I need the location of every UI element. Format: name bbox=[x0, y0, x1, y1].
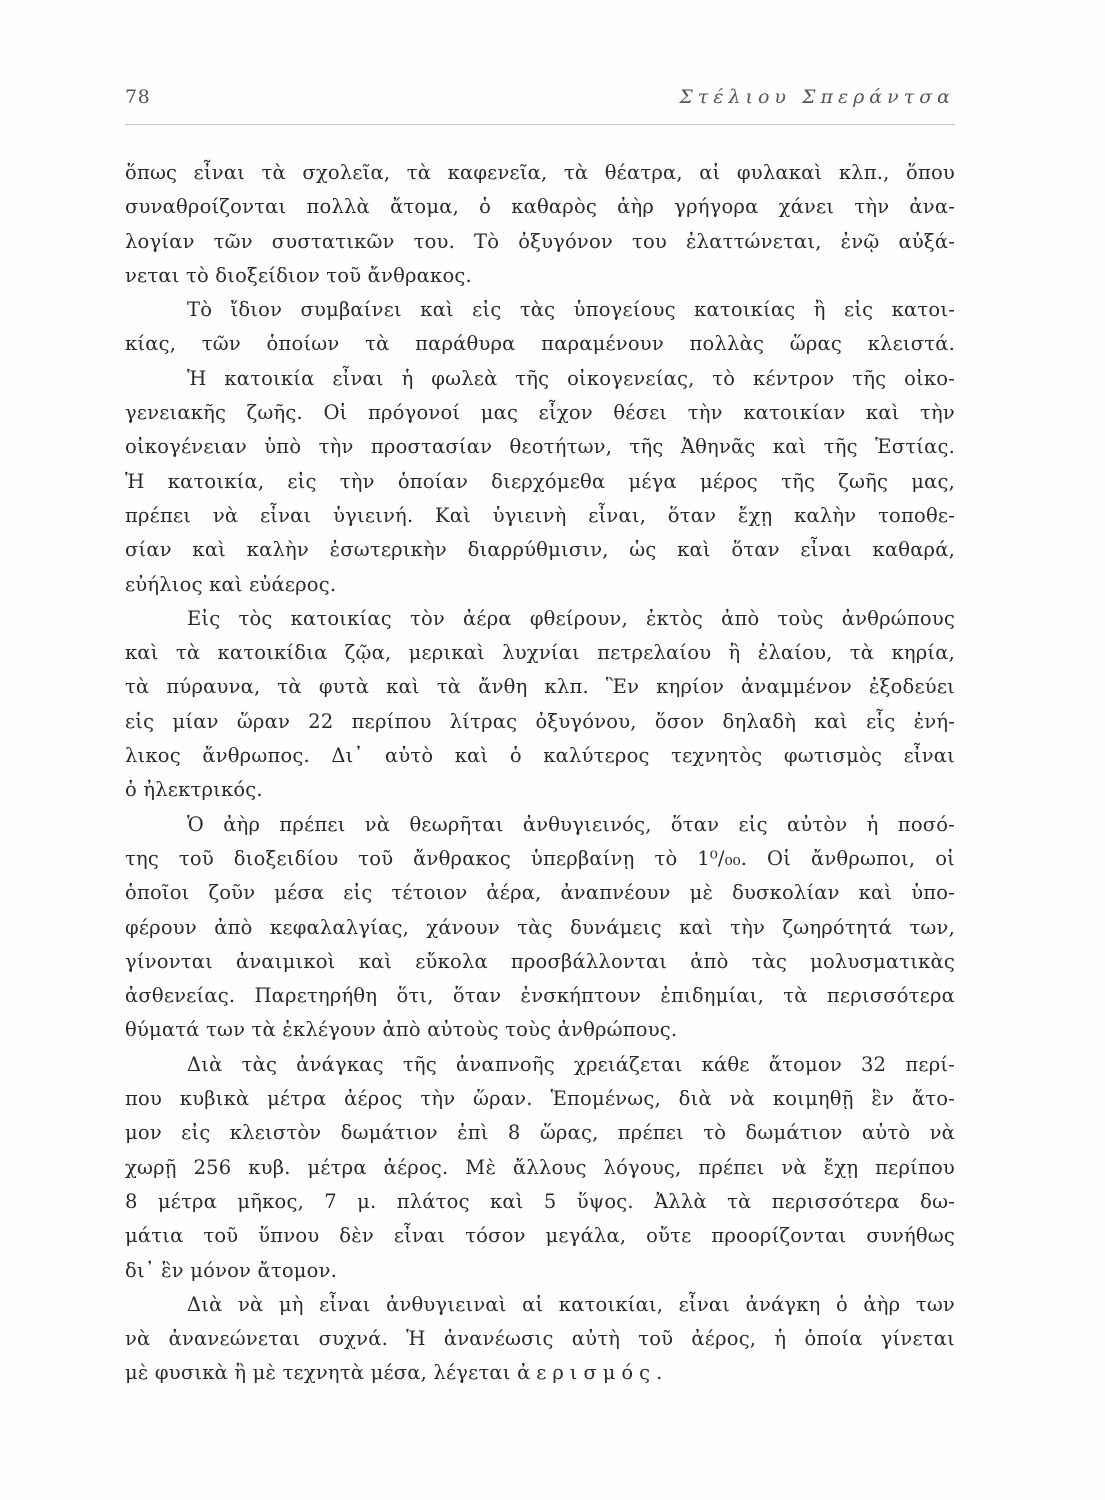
text-line: ὁποῖοι ζοῦν μέσα εἰς τέτοιον ἀέρα, ἀναπνέουν μὲ δυσκολίαν καὶ ὑπο- bbox=[125, 881, 955, 905]
text-line: νὰ ἀνανεώνεται συχνά. Ἡ ἀνανέωσις αὐτὴ τοῦ ἀέρος, ἡ ὁποία γίνεται bbox=[125, 1327, 955, 1351]
text-line: θύματά των τὰ ἐκλέγουν ἀπὸ αὐτοὺς τοὺς ἀνθρώπους. bbox=[125, 1018, 678, 1042]
text-line: Διὰ νὰ μὴ εἶναι ἀνθυγιειναὶ αἱ κατοικίαι, εἶναι ἀνάγκη ὁ ἀὴρ των bbox=[187, 1292, 955, 1316]
text-line: Ὁ ἀὴρ πρέπει νὰ θεωρῆται ἀνθυγιεινός, ὅταν εἰς αὐτὸν ἡ ποσό- bbox=[187, 812, 955, 836]
text-line: 8 μέτρα μῆκος, 7 μ. πλάτος καὶ 5 ὕψος. Ἀλλὰ τὰ περισσότερα δω- bbox=[125, 1189, 955, 1213]
running-title: Στέλιου Σπεράντσα bbox=[679, 86, 955, 108]
text-line: ὅπως εἶναι τὰ σχολεῖα, τὰ καφενεῖα, τὰ θέατρα, αἱ φυλακαὶ κλπ., ὅπου bbox=[125, 161, 955, 184]
final-line-lead: μὲ φυσικὰ ἢ μὲ τεχνητὰ μέσα, λέγεται bbox=[125, 1361, 511, 1385]
header-rule bbox=[125, 124, 955, 125]
text-line: που κυβικὰ μέτρα ἀέρος τὴν ὥραν. Ἑπομένως, διὰ νὰ κοιμηθῇ ἓν ἄτο- bbox=[125, 1087, 955, 1111]
text-line: μάτια τοῦ ὕπνου δὲν εἶναι τόσον μεγάλα, οὔτε προορίζονται συνήθως bbox=[125, 1224, 955, 1248]
text-line: Διὰ τὰς ἀνάγκας τῆς ἀναπνοῆς χρειάζεται κάθε ἄτομον 32 περί- bbox=[187, 1052, 955, 1076]
text-line: γενειακῆς ζωῆς. Οἱ πρόγονοί μας εἶχον θέσει τὴν κατοικίαν καὶ τὴν bbox=[125, 401, 955, 425]
body-text bbox=[125, 156, 955, 1391]
text-line: λογίαν τῶν συστατικῶν του. Τὸ ὀξυγόνον του ἐλαττώνεται, ἐνῷ αὐξά- bbox=[125, 229, 955, 253]
running-head bbox=[125, 86, 955, 116]
text-line: Εἰς τὸς κατοικίας τὸν ἀέρα φθείρουν, ἐκτὸς ἀπὸ τοὺς ἀνθρώπους bbox=[187, 606, 955, 630]
text-line: τὰ πύραυνα, τὰ φυτὰ καὶ τὰ ἄνθη κλπ. Ἓν κηρίον ἀναμμένον ἐξοδεύει bbox=[125, 675, 955, 699]
text-line: χωρῇ 256 κυβ. μέτρα ἀέρος. Μὲ ἄλλους λόγους, πρέπει νὰ ἔχῃ περίπου bbox=[125, 1155, 955, 1179]
text-line: Ἡ κατοικία, εἰς τὴν ὁποίαν διερχόμεθα μέγα μέρος τῆς ζωῆς μας, bbox=[125, 469, 955, 493]
text-line: Τὸ ἴδιον συμβαίνει καὶ εἰς τὰς ὑπογείους κατοικίας ἢ εἰς κατοι- bbox=[187, 298, 955, 322]
text-line: γίνονται ἀναιμικοὶ καὶ εὔκολα προσβάλλονται ἀπὸ τὰς μολυσματικὰς bbox=[125, 949, 955, 973]
text-line: συναθροίζονται πολλὰ ἄτομα, ὁ καθαρὸς ἀὴρ γρήγορα χάνει τὴν ἀνα- bbox=[125, 195, 955, 219]
spaced-term: ἀερισμός. bbox=[517, 1361, 669, 1385]
text-line: εὐήλιος καὶ εὐάερος. bbox=[125, 572, 337, 596]
text-line: πρέπει νὰ εἶναι ὑγιεινή. Καὶ ὑγιεινὴ εἶναι, ὅταν ἔχῃ καλὴν τοποθε- bbox=[125, 503, 955, 527]
text-line: της τοῦ διοξειδίου τοῦ ἄνθρακος ὑπερβαίνῃ τὸ 1⁰/₀₀. Οἱ ἄνθρωποι, οἱ bbox=[125, 846, 955, 870]
text-line: δι᾽ ἓν μόνον ἄτομον. bbox=[125, 1258, 338, 1282]
text-line: σίαν καὶ καλὴν ἐσωτερικὴν διαρρύθμισιν, ὡς καὶ ὅταν εἶναι καθαρά, bbox=[125, 538, 955, 562]
text-line: ἀσθενείας. Παρετηρήθη ὅτι, ὅταν ἐνσκήπτουν ἐπιδημίαι, τὰ περισσότερα bbox=[125, 984, 955, 1008]
text-line: ὁ ἠλεκτρικός. bbox=[125, 778, 263, 802]
text-line: λικος ἄνθρωπος. Δι᾽ αὐτὸ καὶ ὁ καλύτερος τεχνητὸς φωτισμὸς εἶναι bbox=[125, 744, 955, 768]
text-line: μον εἰς κλειστὸν δωμάτιον ἐπὶ 8 ὥρας, πρέπει τὸ δωμάτιον αὐτὸ νὰ bbox=[125, 1121, 955, 1145]
text-line: φέρουν ἀπὸ κεφαλαλγίας, χάνουν τὰς δυνάμεις καὶ τὴν ζωηρότητά των, bbox=[125, 915, 955, 939]
text-line: καὶ τὰ κατοικίδια ζῷα, μερικαὶ λυχνίαι πετρελαίου ἢ ἐλαίου, τὰ κηρία, bbox=[125, 641, 955, 665]
text-line: νεται τὸ διοξείδιον τοῦ ἄνθρακος. bbox=[125, 263, 472, 287]
text-line-final bbox=[125, 1356, 955, 1390]
text-line: εἰς μίαν ὥραν 22 περίπου λίτρας ὀξυγόνου, ὅσον δηλαδὴ καὶ εἷς ἐνή- bbox=[125, 709, 955, 733]
page-number: 78 bbox=[125, 86, 151, 108]
text-line: οἰκογένειαν ὑπὸ τὴν προστασίαν θεοτήτων, τῆς Ἀθηνᾶς καὶ τῆς Ἑστίας. bbox=[125, 435, 955, 459]
text-line: Ἡ κατοικία εἶναι ἡ φωλεὰ τῆς οἰκογενείας, τὸ κέντρον τῆς οἰκο- bbox=[187, 366, 955, 390]
text-line: κίας, τῶν ὁποίων τὰ παράθυρα παραμένουν πολλὰς ὥρας κλειστά. bbox=[125, 332, 955, 356]
